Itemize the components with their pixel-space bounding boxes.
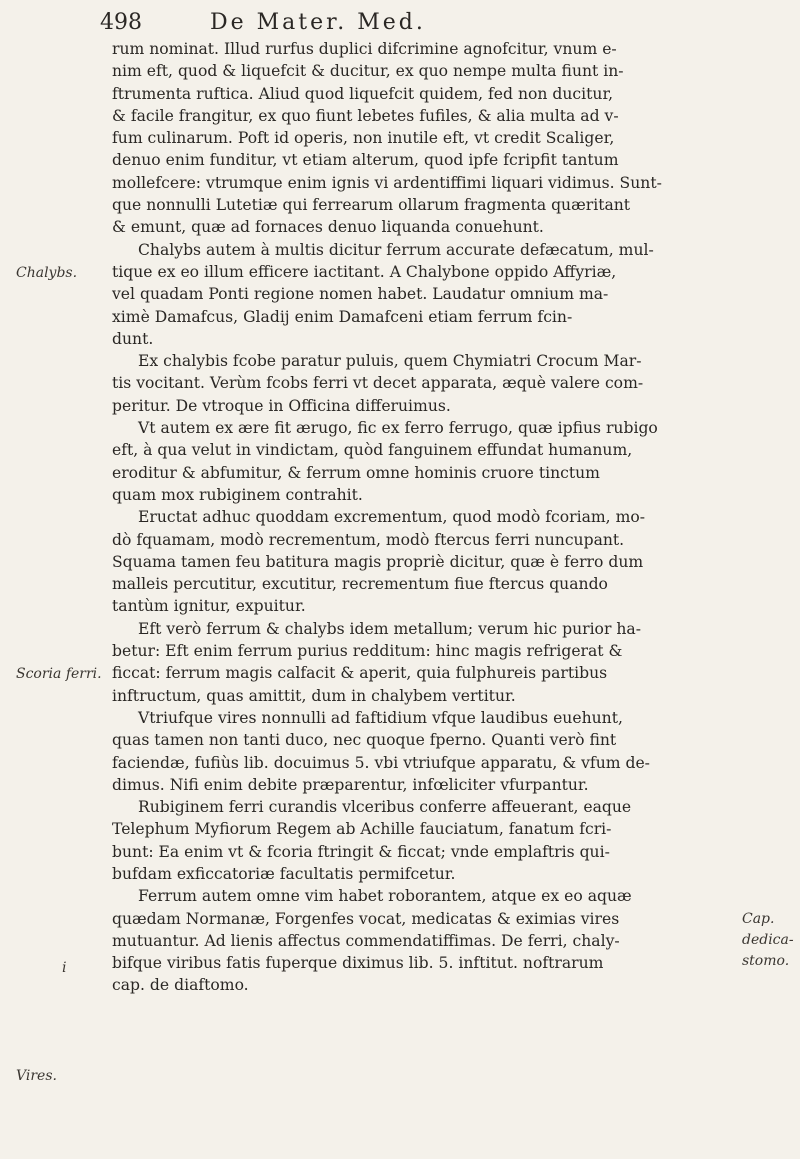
text-line: dimus. Nifi enim debite præparentur, infœliciter vfurpantur. <box>112 775 589 794</box>
text-line: Chalybs autem à multis dicitur ferrum accurate defæcatum, mul- <box>138 240 654 259</box>
page-header <box>100 10 740 38</box>
paragraph <box>112 239 734 350</box>
marginal-note-chalybs: Chalybs. <box>16 265 78 281</box>
text-line: Ferrum autem omne vim habet roborantem, atque ex eo aquæ <box>138 887 632 906</box>
text-line: vel quadam Ponti regione nomen habet. Laudatur omnium ma- <box>112 285 609 304</box>
text-line: Eructat adhuc quoddam excrementum, quod modò fcoriam, mo- <box>138 508 646 527</box>
marginal-note-cap: Cap. <box>742 911 775 927</box>
marginal-note-dedica: dedica- <box>742 932 794 948</box>
text-line: mollefcere: vtrumque enim ignis vi ardentiffimi liquari vidimus. Sunt- <box>112 173 662 192</box>
text-line: rum nominat. Illud rurfus duplici difcrimine agnofcitur, vnum e- <box>112 40 617 58</box>
marginal-note-scoria-ferri: Scoria ferri. <box>16 666 102 682</box>
text-line: & facile frangitur, ex quo fiunt lebetes fufiles, & alia multa ad v- <box>112 106 619 125</box>
text-line: dò fquamam, modò recrementum, modò ftercus ferri nuncupant. <box>112 530 625 549</box>
text-line: & emunt, quæ ad fornaces denuo liquanda conuehunt. <box>112 218 544 237</box>
text-line: Rubiginem ferri curandis vlceribus conferre affeuerant, eaque <box>138 798 632 817</box>
text-line: bufdam exficcatoriæ facultatis permifcetur. <box>112 864 456 883</box>
text-line: Squama tamen feu batitura magis propriè dicitur, quæ è ferro dum <box>112 552 644 571</box>
text-line: quas tamen non tanti duco, nec quoque fperno. Quanti verò fint <box>112 731 617 750</box>
body-text <box>112 38 734 997</box>
text-line: Vtriufque vires nonnulli ad faftidium vfque laudibus euehunt, <box>138 708 623 727</box>
paragraph <box>112 796 734 885</box>
text-line: ftrumenta ruftica. Aliud quod liquefcit quidem, fed non ducitur, <box>112 84 614 103</box>
marginal-note-vires: Vires. <box>16 1068 57 1084</box>
text-line: ximè Damafcus, Gladij enim Damafceni etiam ferrum fcin- <box>112 307 573 326</box>
text-line: Eft verò ferrum & chalybs idem metallum; verum hic purior ha- <box>138 619 641 638</box>
text-line: tantùm ignitur, expuitur. <box>112 597 306 616</box>
text-line: Vt autem ex ære fit ærugo, fic ex ferro ferrugo, quæ ipfius rubigo <box>138 419 658 438</box>
text-line: eft, à qua velut in vindictam, quòd fanguinem effundat humanum, <box>112 441 633 460</box>
text-line: dunt. <box>112 329 154 348</box>
text-line: eroditur & abfumitur, & ferrum omne hominis cruore tinctum <box>112 463 600 482</box>
text-line: cap. de diaftomo. <box>112 976 249 995</box>
text-line: Ex chalybis fcobe paratur puluis, quem Chymiatri Crocum Mar- <box>138 352 642 371</box>
text-line: peritur. De vtroque in Officina differuimus. <box>112 396 451 415</box>
text-line: mutuantur. Ad lienis affectus commendatiffimas. De ferri, chaly- <box>112 931 620 950</box>
text-line: quam mox rubiginem contrahit. <box>112 485 363 504</box>
text-line: nim eft, quod & liquefcit & ducitur, ex quo nempe multa fiunt in- <box>112 62 624 81</box>
paragraph <box>112 417 734 506</box>
text-line: quædam Normanæ, Forgenfes vocat, medicatas & eximias vires <box>112 909 620 928</box>
running-title: De Mater. Med. <box>210 10 426 35</box>
marginal-mark-i: i <box>62 960 67 976</box>
text-line: denuo enim funditur, vt etiam alterum, quod ipfe fcripfit tantum <box>112 151 619 170</box>
paragraph <box>112 350 734 417</box>
page-number: 498 <box>100 10 142 35</box>
text-line: faciendæ, fufiùs lib. docuimus 5. vbi vtriufque apparatu, & vfum de- <box>112 753 650 772</box>
text-line: Telephum Myfiorum Regem ab Achille fauciatum, fanatum fcri- <box>112 820 612 839</box>
paragraph <box>112 506 734 617</box>
text-line: tique ex eo illum efficere iactitant. A Chalybone oppido Affyriæ, <box>112 262 617 281</box>
text-line: betur: Eft enim ferrum purius redditum: hinc magis refrigerat & <box>112 642 623 661</box>
paragraph <box>112 707 734 796</box>
text-line: ficcat: ferrum magis calfacit & aperit, quia fulphureis partibus <box>112 664 608 683</box>
text-line: bifque viribus fatis fuperque diximus lib. 5. inftitut. noftrarum <box>112 954 604 973</box>
text-line: bunt: Ea enim vt & fcoria ftringit & ficcat; vnde emplaftris qui- <box>112 842 610 861</box>
paragraph <box>112 38 734 239</box>
paragraph <box>112 618 734 707</box>
text-line: que nonnulli Lutetiæ qui ferrearum ollarum fragmenta quæritant <box>112 196 631 215</box>
text-line: malleis percutitur, excutitur, recrementum fiue ftercus quando <box>112 575 608 594</box>
marginal-note-stomo: stomo. <box>742 953 790 969</box>
text-line: tis vocitant. Verùm fcobs ferri vt decet apparata, æquè valere com- <box>112 374 644 393</box>
text-line: inftructum, quas amittit, dum in chalybem vertitur. <box>112 686 516 705</box>
paragraph <box>112 885 734 996</box>
text-line: fum culinarum. Poft id operis, non inutile eft, vt credit Scaliger, <box>112 129 615 148</box>
